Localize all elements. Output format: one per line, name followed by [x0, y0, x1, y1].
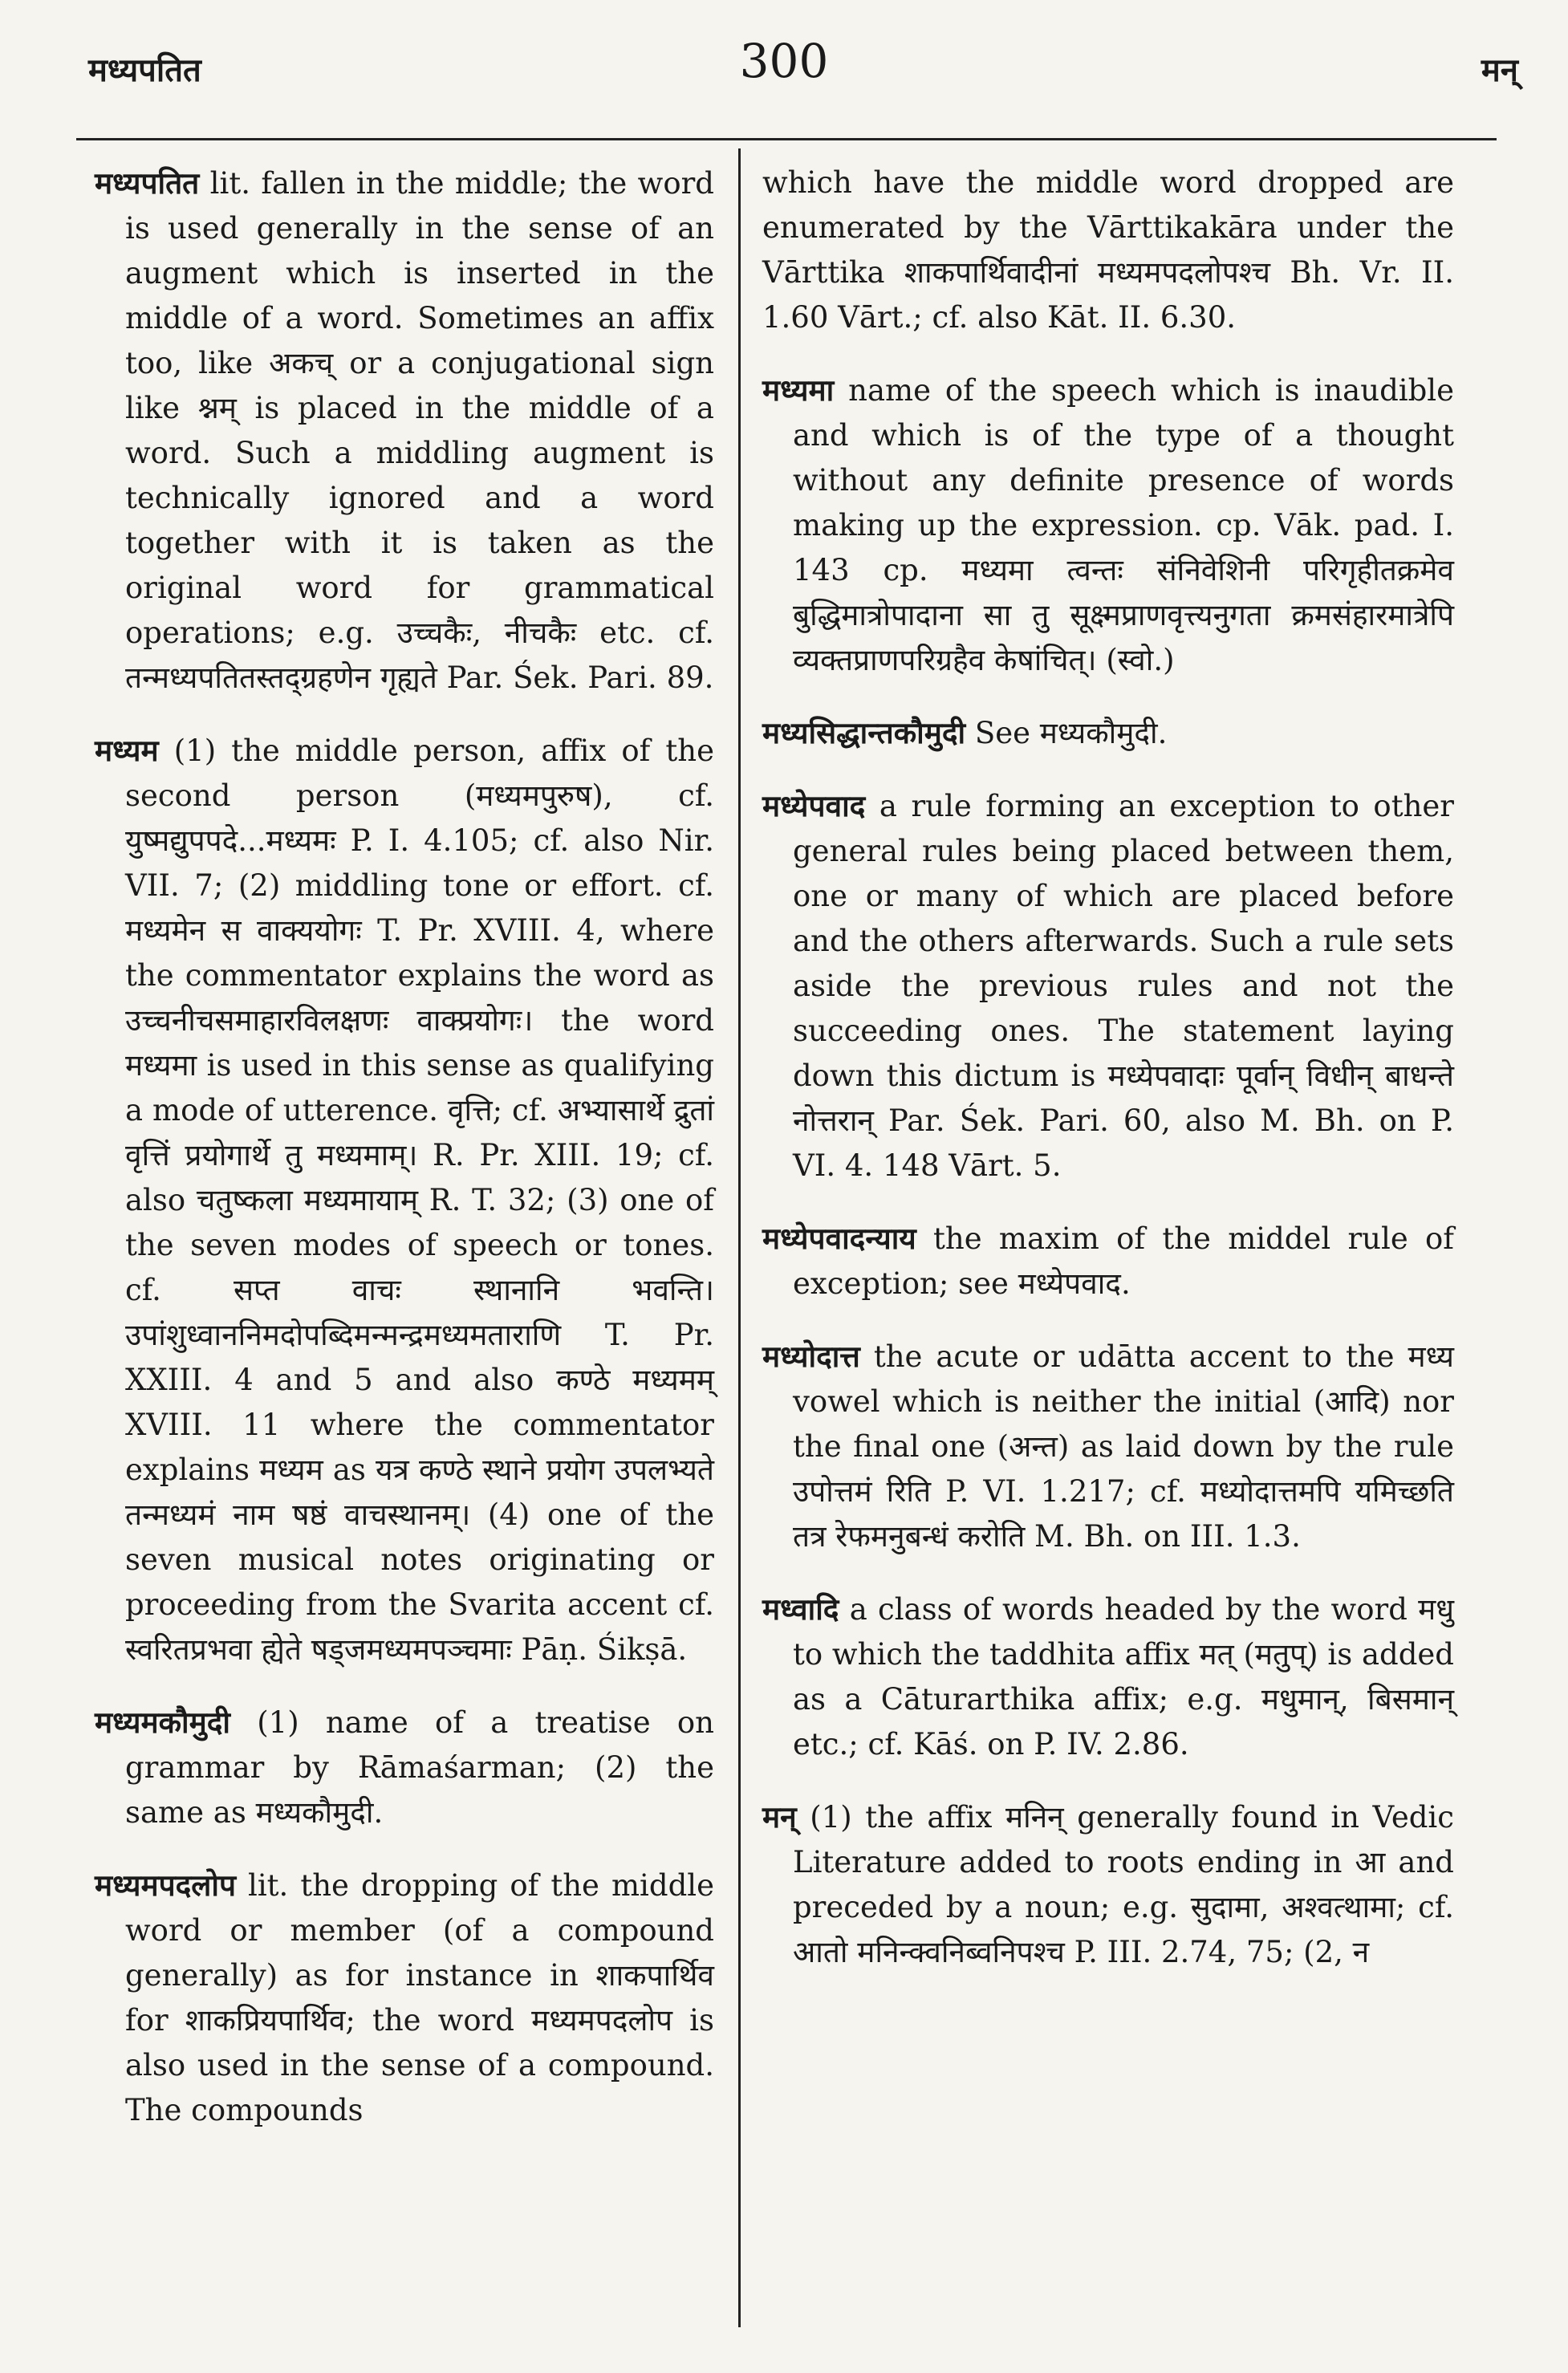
entry-text: (1) the middle person, affix of the second person (मध्यमपुरुष), cf. युष्मद्युपपदे...मध्यमः P. I. 4.105; cf. also Nir. VII. 7; (2) middling tone or effort. cf. मध्यमेन स वाक्ययोगः T. Pr. XVIII. 4, where the commentator explains the word as उच्चनीचसमाहारविलक्षणः वाक्प्रयोगः। the word मध्यमा is used in this sense as qualifying a mode of utterence. वृत्ति; cf. अभ्यासार्थे द्रुतां वृत्तिं प्रयोगार्थे तु मध्यमाम्। R. Pr. XIII. 19; cf. also चतुष्कला मध्यमायाम् R. T. 32; (3) one of the seven modes of speech or tones. cf. सप्त वाचः स्थानानि भवन्ति। उपांशुध्वाननिमदोपब्दिमन्मन्द्रमध्यमताराणि T. Pr. XXIII. 4 and 5 and also कण्ठे मध्यमम् XVIII. 11 where the commentator explains मध्यम as यत्र कण्ठे स्थाने प्रयोग उपलभ्यते तन्मध्यमं नाम षष्ठं वाचस्थानम्। (4) one of the seven musical notes originating or proceeding from the Svarita accent cf. स्वरितप्रभवा ह्येते षड्जमध्यमपञ्चमाः Pāṇ. Śikṣā. — [125, 733, 714, 1667]
entry-text: (1) the affix मनिन् generally found in Vedic Literature added to roots ending in आ and preceded by a noun; e.g. सुदामा, अश्वत्थामा; cf. आतो मनिन्क्वनिब्वनिपश्च P. III. 2.74, 75; (2, न — [793, 1800, 1454, 1969]
entry-madhyamakaumudi — [95, 1700, 714, 1835]
entry-headword: मध्येपवादन्याय — [762, 1221, 916, 1256]
entry-headword: मध्यम — [95, 733, 159, 768]
entry-text: (1) name of a treatise on grammar by Rāmaśarman; (2) the same as मध्यकौमुदी. — [125, 1705, 714, 1830]
right-column — [762, 161, 1454, 2002]
entry-headword: मध्यमपदलोप — [95, 1867, 236, 1903]
entry-headword: मध्यसिद्धान्तकौमुदी — [762, 715, 966, 750]
left-column — [95, 161, 714, 2160]
entry-headword: मध्येपवाद — [762, 788, 866, 823]
entry-headword: मध्वादि — [762, 1591, 839, 1627]
right-guide-word: मन् — [1481, 51, 1518, 89]
entry-headword: मध्यमा — [762, 372, 835, 408]
entry-text: a rule forming an exception to other general rules being placed between them, one or many of which are placed before and the others afterwards. Such a rule sets aside the previous rules and not the succeeding ones. The statement laying down this dictum is मध्येपवादाः पूर्वान् विधीन् बाधन्ते नोत्तरान् Par. Śek. Pari. 60, also M. Bh. on P. VI. 4. 148 Vārt. 5. — [793, 789, 1454, 1183]
page-header — [0, 0, 1568, 128]
entry-headword: मध्यपतित — [95, 165, 200, 201]
left-guide-word: मध्यपतित — [88, 51, 201, 89]
entry-madhyapatita — [95, 161, 714, 701]
entry-text: the maxim of the middel rule of exception; see मध्येपवाद. — [793, 1221, 1454, 1301]
entry-madhyodatta — [762, 1334, 1454, 1559]
entry-madhyasiddhantakaumudi — [762, 710, 1454, 756]
entry-text: See मध्यकौमुदी. — [974, 716, 1168, 750]
entry-text: lit. the dropping of the middle word or member (of a compound generally) as for instance in शाकपार्थिव for शाकप्रियपार्थिव; the word मध्यमपदलोप is also used in the sense of a compound. The compounds — [125, 1868, 714, 2127]
entry-madhyama-speech — [762, 368, 1454, 683]
entry-madhvadi — [762, 1587, 1454, 1767]
entry-madhyamapadalopa — [95, 1863, 714, 2133]
entry-text: the acute or udātta accent to the मध्य vowel which is neither the initial (आदि) nor the final one (अन्त) as laid down by the rule उपोत्तमं रिति P. VI. 1.217; cf. मध्योदात्तमपि यमिच्छति तत्र रेफमनुबन्धं करोति M. Bh. on III. 1.3. — [793, 1339, 1454, 1554]
entry-madhyepavada — [762, 783, 1454, 1189]
page-number: 300 — [739, 34, 829, 88]
entry-text: name of the speech which is inaudible and which is of the type of a thought without any definite presence of words making up the expression. cp. Vāk. pad. I. 143 cp. मध्यमा त्वन्तः संनिवेशिनी परिगृहीतक्रमेव बुद्धिमात्रोपादाना सा तु सूक्ष्मप्राणवृत्त्यनुगता क्रमसंहारमात्रेपि व्यक्तप्राणपरिग्रहैव केषांचित्। (स्वो.) — [793, 373, 1455, 677]
entry-man — [762, 1794, 1454, 1975]
header-rule — [76, 138, 1497, 140]
column-divider — [738, 148, 741, 2327]
entry-madhyepavadanyaya — [762, 1216, 1454, 1306]
entry-text: lit. fallen in the middle; the word is used generally in the sense of an augment which is inserted in the middle of a word. Sometimes an affix too, like अकच् or a conjugational sign like श्नम् is placed in the middle of a word. Such a middling augment is technically ignored and a word together with it is taken as the original word for grammatical operations; e.g. उच्चकैः, नीचकैः etc. cf. तन्मध्यपतितस्तद्ग्रहणेन गृह्यते Par. Śek. Pari. 89. — [125, 166, 714, 695]
entry-text: which have the middle word dropped are enumerated by the Vārttikakāra under the Vārttika शाकपार्थिवादीनां मध्यमपदलोपश्च Bh. Vr. II. 1.60 Vārt.; cf. also Kāt. II. 6.30. — [762, 165, 1454, 335]
entry-headword: मध्यमकौमुदी — [95, 1705, 230, 1740]
entry-headword: मध्योदात्त — [762, 1339, 860, 1374]
entry-text: a class of words headed by the word मधु to which the taddhita affix मत् (मतुप्) is added as a Cāturarthika affix; e.g. मधुमान्, बिसमान् etc.; cf. Kāś. on P. IV. 2.86. — [793, 1592, 1454, 1761]
entry-headword: मन् — [762, 1799, 797, 1835]
entry-continuation — [762, 161, 1454, 340]
entry-madhyama — [95, 728, 714, 1672]
